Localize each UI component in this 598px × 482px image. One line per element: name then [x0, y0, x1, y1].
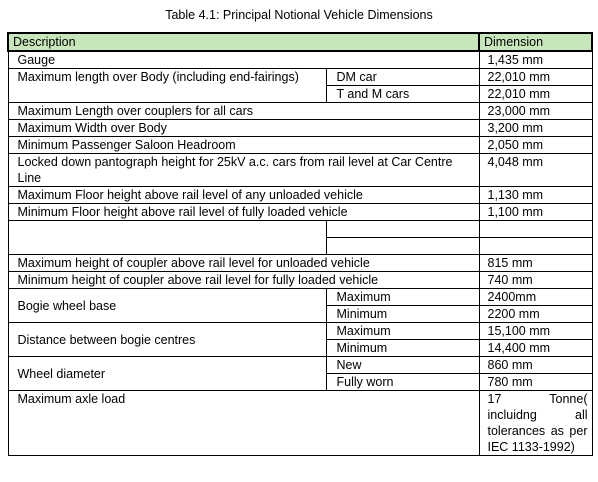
- row-label: Gauge: [8, 51, 479, 69]
- row-sublabel: Maximum: [326, 289, 479, 306]
- table-row: [8, 204, 592, 221]
- row-label: Minimum Floor height above rail level of fully loaded vehicle: [8, 204, 479, 221]
- empty-cell: [479, 221, 592, 238]
- empty-cell: [326, 221, 479, 238]
- empty-cell: [479, 238, 592, 255]
- row-label: Distance between bogie centres: [8, 323, 326, 357]
- row-value: 22,010 mm: [479, 86, 592, 103]
- row-sublabel: Maximum: [326, 323, 479, 340]
- row-value: 3,200 mm: [479, 120, 592, 137]
- table-row: [8, 391, 592, 456]
- row-value: 740 mm: [479, 272, 592, 289]
- vehicle-dimensions-table: [7, 32, 593, 456]
- table-row: [8, 103, 592, 120]
- row-value: 17 Tonne( incluidng all tolerances as per IEC 1133-1992): [479, 391, 592, 456]
- header-dimension: Dimension: [479, 33, 592, 51]
- header-description: Description: [8, 33, 479, 51]
- table-caption: Table 4.1: Principal Notional Vehicle Dimensions: [165, 8, 433, 22]
- table-row: [8, 255, 592, 272]
- empty-cell: [326, 238, 479, 255]
- row-sublabel: T and M cars: [326, 86, 479, 103]
- row-value: 860 mm: [479, 357, 592, 374]
- row-value: 2400mm: [479, 289, 592, 306]
- row-sublabel: Minimum: [326, 340, 479, 357]
- row-label: Maximum Floor height above rail level of any unloaded vehicle: [8, 187, 479, 204]
- row-sublabel: Fully worn: [326, 374, 479, 391]
- row-label: Bogie wheel base: [8, 289, 326, 323]
- row-value: 1,130 mm: [479, 187, 592, 204]
- row-value: 4,048 mm: [479, 154, 592, 187]
- row-sublabel: Minimum: [326, 306, 479, 323]
- table-header-row: [8, 33, 592, 51]
- table-row: [8, 69, 592, 86]
- row-label: Maximum height of coupler above rail level for unloaded vehicle: [8, 255, 479, 272]
- empty-cell: [8, 221, 326, 255]
- row-value: 14,400 mm: [479, 340, 592, 357]
- row-sublabel: New: [326, 357, 479, 374]
- row-sublabel: DM car: [326, 69, 479, 86]
- table-row: [8, 357, 592, 374]
- row-value: 15,100 mm: [479, 323, 592, 340]
- row-label: Maximum Width over Body: [8, 120, 479, 137]
- table-row: [8, 187, 592, 204]
- table-row: [8, 154, 592, 187]
- row-label: Maximum Length over couplers for all cars: [8, 103, 479, 120]
- table-row: [8, 51, 592, 69]
- row-value: 22,010 mm: [479, 69, 592, 86]
- row-value: 815 mm: [479, 255, 592, 272]
- table-row-empty: [8, 221, 592, 238]
- row-label: Locked down pantograph height for 25kV a.c. cars from rail level at Car Centre Line: [8, 154, 479, 187]
- row-label: Wheel diameter: [8, 357, 326, 391]
- row-label: Maximum length over Body (including end-fairings): [8, 69, 326, 103]
- row-value: 2200 mm: [479, 306, 592, 323]
- row-label: Minimum Passenger Saloon Headroom: [8, 137, 479, 154]
- row-label: Maximum axle load: [8, 391, 479, 456]
- row-value: 2,050 mm: [479, 137, 592, 154]
- row-value: 780 mm: [479, 374, 592, 391]
- table-row: [8, 120, 592, 137]
- row-label: Minimum height of coupler above rail level for fully loaded vehicle: [8, 272, 479, 289]
- table-row: [8, 272, 592, 289]
- row-value: 23,000 mm: [479, 103, 592, 120]
- table-row: [8, 323, 592, 340]
- row-value: 1,100 mm: [479, 204, 592, 221]
- table-row: [8, 289, 592, 306]
- table-row: [8, 137, 592, 154]
- row-value: 1,435 mm: [479, 51, 592, 69]
